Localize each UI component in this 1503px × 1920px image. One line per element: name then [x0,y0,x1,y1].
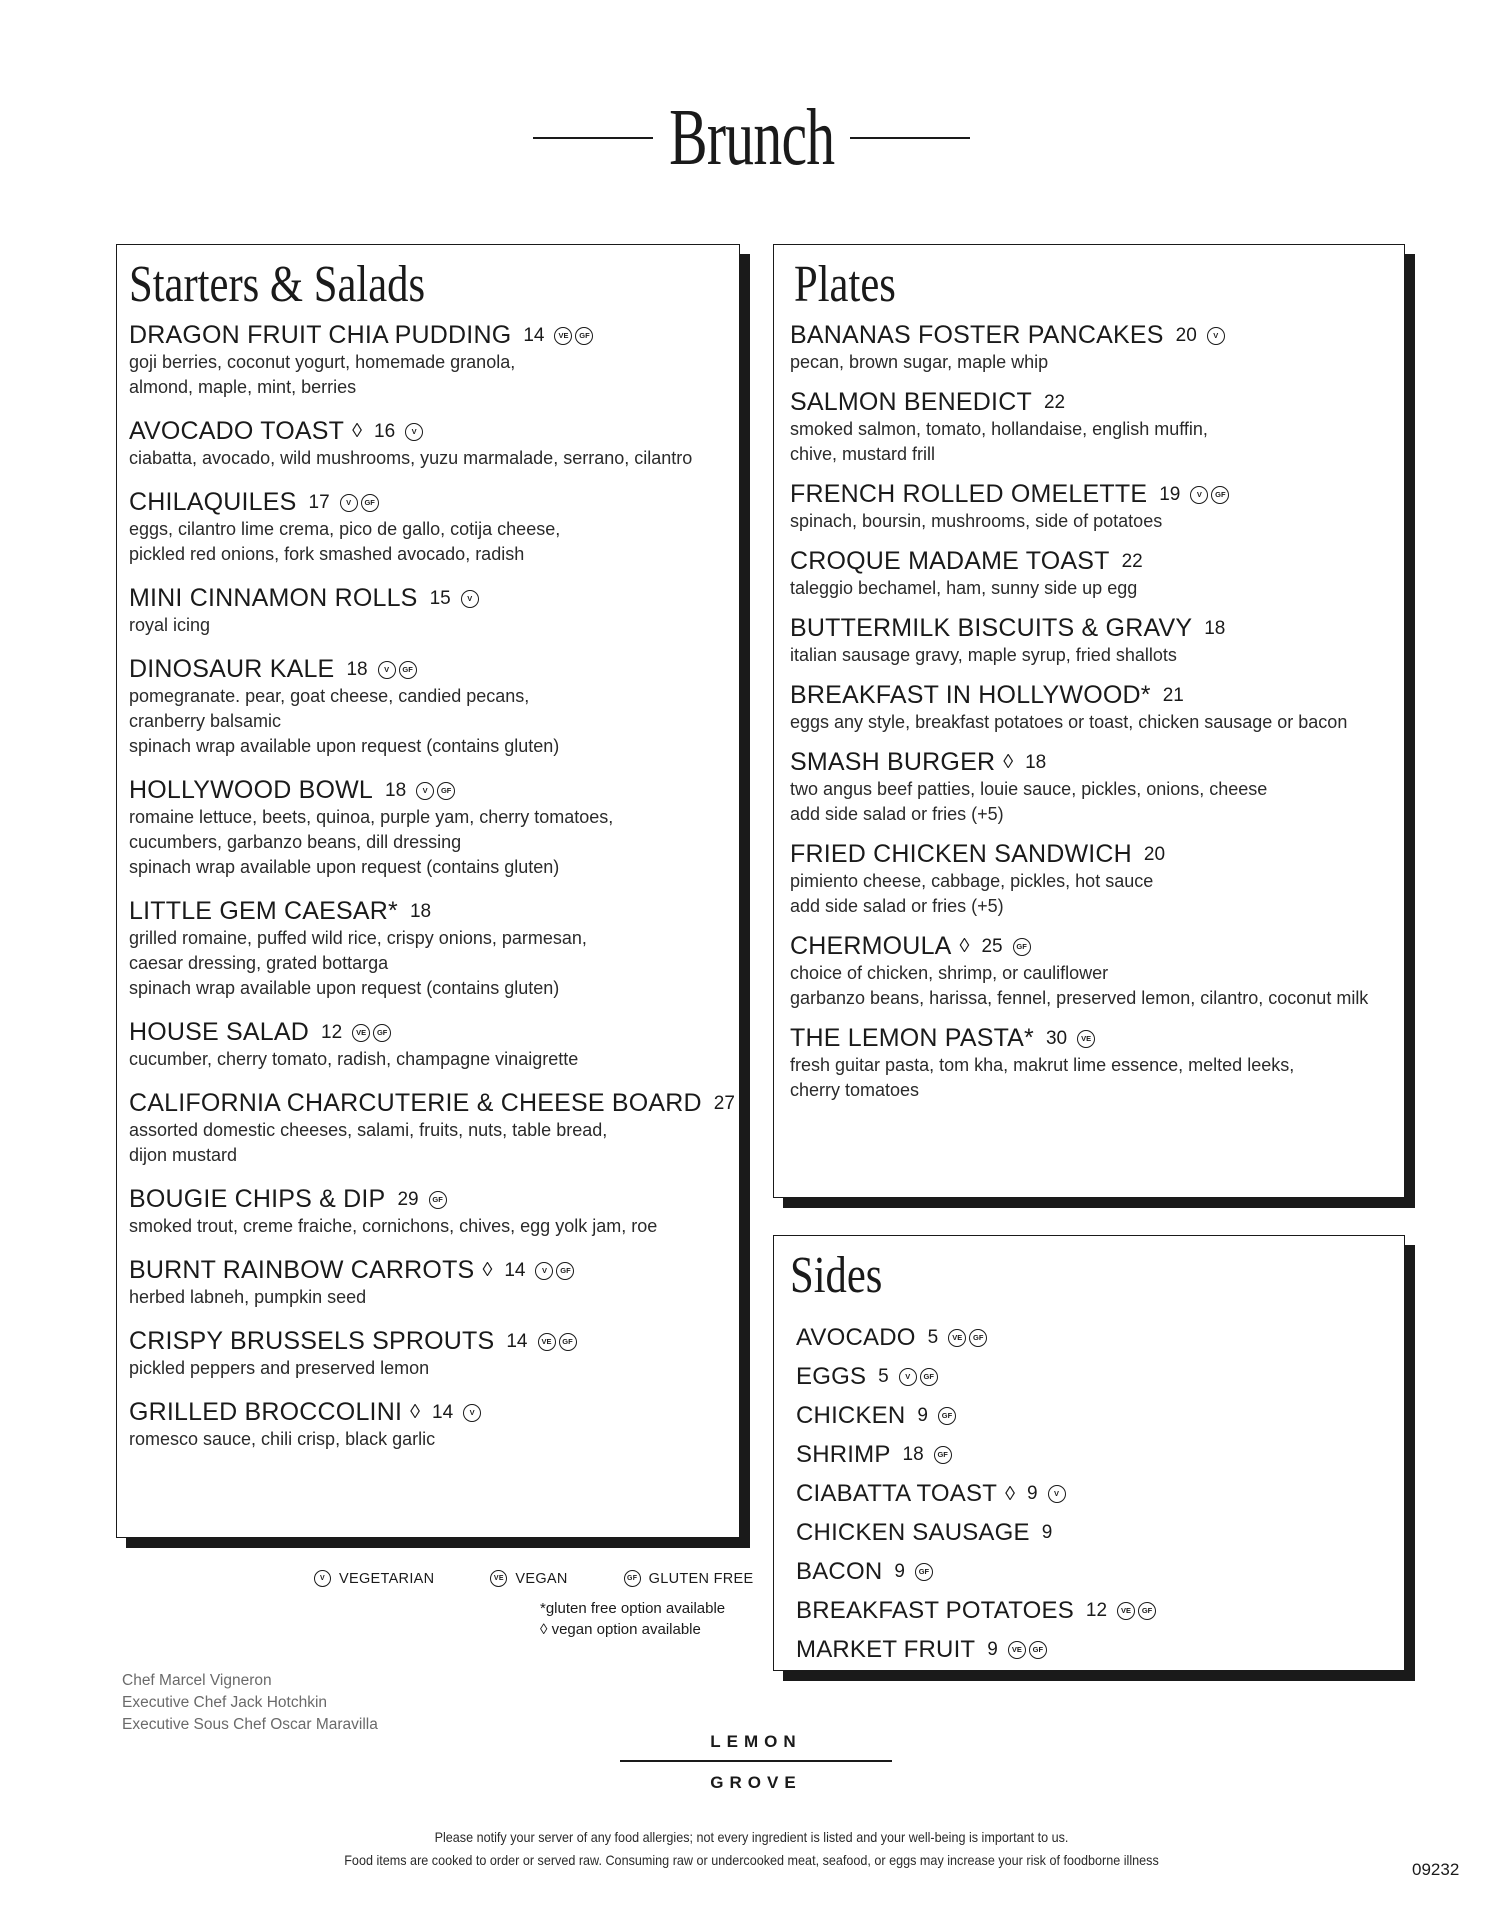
dietary-icons [1048,1485,1066,1503]
chef-credit: Executive Chef Jack Hotchkin [122,1694,328,1711]
menu-item [796,1324,1404,1363]
gluten-free-icon: GF [399,661,417,679]
dietary-icons [915,1563,933,1581]
description-line: cucumber, cherry tomato, radish, champagne vinaigrette [129,1049,579,1069]
menu-item-name: AVOCADO [796,1324,916,1351]
dietary-icons [461,590,479,608]
plates-title: Plates [794,256,896,313]
gluten-free-icon: GF [1138,1602,1156,1620]
menu-item-name: AVOCADO TOAST [129,417,345,445]
menu-item-header [129,897,739,926]
menu-item-header [796,1558,1404,1586]
description-line: spinach wrap available upon request (contains gluten) [129,736,560,756]
menu-item-price: 9 [1026,1483,1038,1504]
menu-item-header [129,417,739,446]
description-line: pickled red onions, fork smashed avocado, radish [129,544,525,564]
description-line: chive, mustard frill [790,444,936,464]
menu-item-price: 27 [713,1092,735,1114]
gluten-free-icon: GF [575,327,593,345]
dietary-icons [378,661,417,679]
gluten-free-icon: GF [938,1407,956,1425]
menu-item-description [790,1053,1404,1103]
document-code: 09232 [1412,1860,1460,1879]
description-line: grilled romaine, puffed wild rice, crispy onions, parmesan, [129,928,587,948]
menu-item-name: BURNT RAINBOW CARROTS [129,1256,475,1284]
menu-item-description [129,517,739,567]
menu-item-description [790,777,1404,827]
vegetarian-icon: V [535,1262,553,1280]
vegan-option-icon: ◊ [410,1401,420,1423]
description-line: spinach wrap available upon request (contains gluten) [129,857,560,877]
dietary-icons [538,1333,577,1351]
menu-item-name: EGGS [796,1363,867,1390]
menu-item-name: THE LEMON PASTA* [790,1024,1034,1052]
gluten-free-icon: GF [934,1446,952,1464]
menu-item-price: 30 [1045,1027,1068,1049]
vegan-icon: VE [490,1570,507,1587]
starters-list [129,321,739,1452]
menu-item-price: 14 [504,1259,526,1281]
menu-item-price: 9 [987,1639,998,1660]
description-line: smoked salmon, tomato, hollandaise, english muffin, [790,419,1208,439]
menu-item-name: CRISPY BRUSSELS SPROUTS [129,1327,495,1355]
gluten-free-icon: GF [1211,486,1229,504]
menu-item-name: SHRIMP [796,1441,891,1468]
description-line: pomegranate. pear, goat cheese, candied pecans, [129,686,530,706]
menu-item-header [796,1480,1404,1508]
menu-item-name: BREAKFAST IN HOLLYWOOD* [790,681,1151,709]
description-line: pecan, brown sugar, maple whip [790,352,1049,372]
legend-gluten-free [624,1570,754,1587]
description-line: pimiento cheese, cabbage, pickles, hot sauce [790,871,1154,891]
description-line: cherry tomatoes [790,1080,920,1100]
menu-item-description [129,926,739,1001]
menu-item-name: CHICKEN SAUSAGE [796,1519,1030,1546]
description-line: romaine lettuce, beets, quinoa, purple yam, cherry tomatoes, [129,807,614,827]
logo-line-2: GROVE [710,1773,802,1792]
description-line: eggs any style, breakfast potatoes or toast, chicken sausage or bacon [790,712,1348,732]
menu-item-header [129,776,739,805]
menu-item-description [790,576,1404,601]
menu-item-description [129,613,739,638]
logo-divider [620,1760,892,1762]
menu-item-header [790,388,1404,417]
description-line: garbanzo beans, harissa, fennel, preserved lemon, cilantro, coconut milk [790,988,1369,1008]
menu-item [790,1024,1404,1103]
menu-item-description [129,1427,739,1452]
legend-vegan [490,1570,567,1587]
legend-vegetarian-label: VEGETARIAN [339,1570,435,1587]
menu-item-header [129,321,739,350]
menu-item [129,584,739,638]
menu-item [796,1519,1404,1558]
menu-item-header [790,321,1404,350]
menu-item [796,1558,1404,1597]
menu-item-header [790,1024,1404,1053]
menu-item-description [790,869,1404,919]
menu-item-price: 18 [385,779,407,801]
sides-list [796,1324,1404,1675]
menu-item-name: HOUSE SALAD [129,1018,310,1046]
menu-item-name: CHICKEN [796,1402,906,1429]
menu-item-header [796,1441,1404,1469]
vegan-icon: VE [1077,1030,1095,1048]
menu-item-price: 20 [1143,843,1166,865]
option-notes [540,1598,725,1640]
menu-item-price: 5 [878,1366,889,1387]
menu-item-description [129,1118,739,1168]
dietary-icons [1013,938,1031,956]
menu-item-price: 22 [1121,550,1143,572]
vegetarian-icon: V [416,782,434,800]
menu-item-header [790,840,1404,869]
disclaimer-line-1: Please notify your server of any food allergies; not every ingredient is listed and your well-being is important to us. [434,1829,1069,1845]
menu-item [790,614,1404,668]
dietary-icons [535,1262,574,1280]
menu-item [129,1185,739,1239]
menu-item-price: 17 [308,491,330,513]
vegetarian-icon: V [1048,1485,1066,1503]
menu-item-name: GRILLED BROCCOLINI [129,1398,403,1426]
gluten-free-icon: GF [373,1024,391,1042]
dietary-icons [1008,1641,1047,1659]
menu-item-price: 18 [409,900,432,922]
menu-item-description [129,684,739,759]
menu-item [796,1636,1404,1675]
starters-panel [116,244,740,1538]
vegetarian-icon: V [461,590,479,608]
gluten-free-icon: GF [1013,938,1031,956]
menu-item [129,1256,739,1310]
menu-item-name: CHILAQUILES [129,488,297,516]
chef-credit: Chef Marcel Vigneron [122,1672,272,1689]
menu-item-name: BOUGIE CHIPS & DIP [129,1185,386,1213]
vegetarian-icon: V [899,1368,917,1386]
description-line: eggs, cilantro lime crema, pico de gallo, cotija cheese, [129,519,561,539]
menu-item-description [129,1047,739,1072]
menu-item [129,1327,739,1381]
gluten-free-icon: GF [437,782,455,800]
menu-item [129,1018,739,1072]
sides-title: Sides [790,1247,883,1304]
menu-item-price: 16 [374,420,396,442]
menu-item-name: HOLLYWOOD BOWL [129,776,374,804]
gluten-free-icon: GF [969,1329,987,1347]
vegan-icon: VE [554,327,572,345]
menu-item-description [790,643,1404,668]
menu-item-name: BACON [796,1558,883,1585]
menu-item-price: 9 [917,1405,928,1426]
menu-item-name: FRENCH ROLLED OMELETTE [790,480,1148,508]
description-line: dijon mustard [129,1145,238,1165]
description-line: spinach, boursin, mushrooms, side of potatoes [790,511,1163,531]
menu-item-price: 18 [346,658,368,680]
menu-item [790,748,1404,827]
gluten-free-icon: GF [920,1368,938,1386]
menu-item-description [790,961,1404,1011]
vegan-option-icon: ◊ [1003,751,1014,773]
menu-item-name: LITTLE GEM CAESAR* [129,897,398,925]
menu-item-header [796,1324,1404,1352]
menu-item-price: 21 [1162,684,1184,706]
menu-item-description [790,509,1404,534]
description-line: almond, maple, mint, berries [129,377,357,397]
menu-item [129,1089,739,1168]
menu-item-header [796,1402,1404,1430]
menu-item-price: 14 [432,1401,454,1423]
menu-item-price: 19 [1159,483,1181,505]
page-title-group [533,94,971,182]
menu-item [790,547,1404,601]
dietary-icons [1190,486,1229,504]
vegetarian-icon: V [463,1404,481,1422]
description-line: caesar dressing, grated bottarga [129,953,389,973]
menu-item [129,776,739,880]
menu-item-description [129,1356,739,1381]
menu-item [790,932,1404,1011]
menu-item-price: 9 [894,1561,905,1582]
vegan-option-icon: ◊ [1005,1482,1015,1505]
description-line: add side salad or fries (+5) [790,804,1004,824]
page-header [0,94,1503,182]
menu-item-header [129,584,739,613]
menu-item-description [129,446,739,471]
description-line: cucumbers, garbanzo beans, dill dressing [129,832,462,852]
vegan-icon: VE [352,1024,370,1042]
menu-item-price: 12 [1085,1600,1108,1621]
menu-item-name: BANANAS FOSTER PANCAKES [790,321,1164,349]
dietary-icons [416,782,455,800]
menu-item-header [796,1519,1404,1547]
gluten-free-icon: GF [624,1570,641,1587]
vegetarian-icon: V [378,661,396,679]
menu-item-header [790,681,1404,710]
starters-title: Starters & Salads [129,256,426,313]
menu-item-header [790,932,1404,961]
dietary-icons [948,1329,987,1347]
description-line: choice of chicken, shrimp, or cauliflower [790,963,1109,983]
vegetarian-icon: V [1207,327,1225,345]
dietary-icons [429,1191,447,1209]
vegetarian-icon: V [405,423,423,441]
menu-item-header [796,1636,1404,1664]
vegan-icon: VE [538,1333,556,1351]
menu-item [790,321,1404,375]
menu-item [790,480,1404,534]
menu-item-name: DRAGON FRUIT CHIA PUDDING [129,321,512,349]
menu-item-header [796,1363,1404,1391]
menu-item-description [129,1214,739,1239]
description-line: spinach wrap available upon request (contains gluten) [129,978,560,998]
gluten-free-icon: GF [361,494,379,512]
menu-item-name: CROQUE MADAME TOAST [790,547,1110,575]
disclaimer-line-2: Food items are cooked to order or served raw. Consuming raw or undercooked meat, seafood, or eggs may increase your risk of foodborne illness [344,1852,1159,1868]
menu-item [129,655,739,759]
description-line: romesco sauce, chili crisp, black garlic [129,1429,436,1449]
description-line: herbed labneh, pumpkin seed [129,1287,367,1307]
menu-item-name: FRIED CHICKEN SANDWICH [790,840,1132,868]
menu-item-description [129,1285,739,1310]
gluten-free-icon: GF [556,1262,574,1280]
plates-list [790,321,1404,1103]
menu-item-header [796,1597,1404,1625]
dietary-icons [1077,1030,1095,1048]
vegetarian-icon: V [1190,486,1208,504]
menu-item-header [129,655,739,684]
menu-item [796,1441,1404,1480]
menu-item-description [790,710,1404,735]
menu-item [796,1402,1404,1441]
menu-item-price: 9 [1041,1522,1053,1543]
dietary-icons [554,327,593,345]
title-rule-left [533,137,653,139]
description-line: pickled peppers and preserved lemon [129,1358,430,1378]
page-title: Brunch [668,94,835,182]
vegetarian-icon: V [314,1570,331,1587]
menu-item-name: BREAKFAST POTATOES [796,1597,1074,1624]
menu-item-name: DINOSAUR KALE [129,655,335,683]
vegan-option-icon: ◊ [352,420,363,442]
menu-item-header [129,1089,739,1118]
menu-item-header [790,614,1404,643]
vegan-icon: VE [1008,1641,1026,1659]
dietary-icons [340,494,379,512]
gluten-free-icon: GF [559,1333,577,1351]
dietary-icons [1207,327,1225,345]
menu-item-price: 20 [1175,324,1197,346]
description-line: italian sausage gravy, maple syrup, fried shallots [790,645,1177,665]
description-line: ciabatta, avocado, wild mushrooms, yuzu marmalade, serrano, cilantro [129,448,693,468]
menu-item [129,1398,739,1452]
description-line: smoked trout, creme fraiche, cornichons, chives, egg yolk jam, roe [129,1216,658,1236]
menu-item-description [129,350,739,400]
menu-item [790,681,1404,735]
menu-item-price: 29 [397,1188,419,1210]
menu-item-header [129,1018,739,1047]
description-line: assorted domestic cheeses, salami, fruits, nuts, table bread, [129,1120,608,1140]
description-line: royal icing [129,615,211,635]
sides-panel [773,1235,1405,1671]
menu-item-price: 18 [1025,751,1047,773]
dietary-icons [352,1024,391,1042]
dietary-icons [1117,1602,1156,1620]
menu-item [129,488,739,567]
menu-item-name: CIABATTA TOAST [796,1480,998,1507]
chef-credits [122,1670,378,1736]
dietary-icons [934,1446,952,1464]
chef-credit: Executive Sous Chef Oscar Maravilla [122,1716,378,1733]
menu-item [790,388,1404,467]
menu-item-name: MINI CINNAMON ROLLS [129,584,418,612]
menu-item-description [790,350,1404,375]
menu-item-price: 25 [981,935,1003,957]
dietary-icons [405,423,423,441]
menu-item-price: 15 [429,587,451,609]
vegan-option-icon: ◊ [482,1259,493,1281]
menu-item-name: CHERMOULA [790,932,952,960]
menu-item-name: MARKET FRUIT [796,1636,976,1663]
menu-item [129,897,739,1001]
menu-item-price: 18 [1204,617,1226,639]
menu-item-price: 12 [321,1021,343,1043]
menu-item-header [129,1398,739,1427]
menu-item-name: SMASH BURGER [790,748,996,776]
menu-item-price: 18 [902,1444,924,1465]
menu-item-header [790,480,1404,509]
title-rule-right [850,137,970,139]
menu-item-header [790,748,1404,777]
description-line: add side salad or fries (+5) [790,896,1004,916]
menu-item [796,1597,1404,1636]
menu-item-description [790,417,1404,467]
menu-item [790,840,1404,919]
description-line: two angus beef patties, louie sauce, pickles, onions, cheese [790,779,1268,799]
menu-item [796,1363,1404,1402]
restaurant-logo [620,1732,892,1793]
note-gluten-free-option: *gluten free option available [540,1600,726,1617]
legend-vegetarian [314,1570,434,1587]
menu-item-price: 14 [506,1330,528,1352]
gluten-free-icon: GF [429,1191,447,1209]
menu-item [796,1480,1404,1519]
dietary-legend [314,1570,753,1587]
menu-item-header [129,1256,739,1285]
menu-item-name: BUTTERMILK BISCUITS & GRAVY [790,614,1193,642]
dietary-icons [463,1404,481,1422]
menu-item [129,417,739,471]
menu-item-header [790,547,1404,576]
menu-item-description [129,805,739,880]
plates-panel [773,244,1405,1198]
gluten-free-icon: GF [1029,1641,1047,1659]
vegetarian-icon: V [340,494,358,512]
vegan-option-icon: ◊ [959,935,970,957]
menu-item-name: CALIFORNIA CHARCUTERIE & CHEESE BOARD [129,1089,702,1117]
menu-item [129,321,739,400]
menu-item-price: 14 [523,324,545,346]
legend-gluten-free-label: GLUTEN FREE [648,1570,754,1587]
note-vegan-option: ◊ vegan option available [540,1621,701,1638]
description-line: goji berries, coconut yogurt, homemade granola, [129,352,516,372]
logo-line-1: LEMON [710,1732,802,1751]
menu-item-header [129,488,739,517]
allergy-disclaimer [75,1826,1428,1872]
legend-vegan-label: VEGAN [515,1570,568,1587]
menu-item-header [129,1327,739,1356]
dietary-icons [938,1407,956,1425]
menu-item-name: SALMON BENEDICT [790,388,1032,416]
vegan-icon: VE [1117,1602,1135,1620]
menu-item-price: 22 [1043,391,1066,413]
menu-item-header [129,1185,739,1214]
menu-item-price: 5 [927,1327,939,1348]
dietary-icons [899,1368,938,1386]
description-line: cranberry balsamic [129,711,282,731]
gluten-free-icon: GF [915,1563,933,1581]
description-line: fresh guitar pasta, tom kha, makrut lime essence, melted leeks, [790,1055,1295,1075]
description-line: taleggio bechamel, ham, sunny side up egg [790,578,1138,598]
vegan-icon: VE [948,1329,966,1347]
